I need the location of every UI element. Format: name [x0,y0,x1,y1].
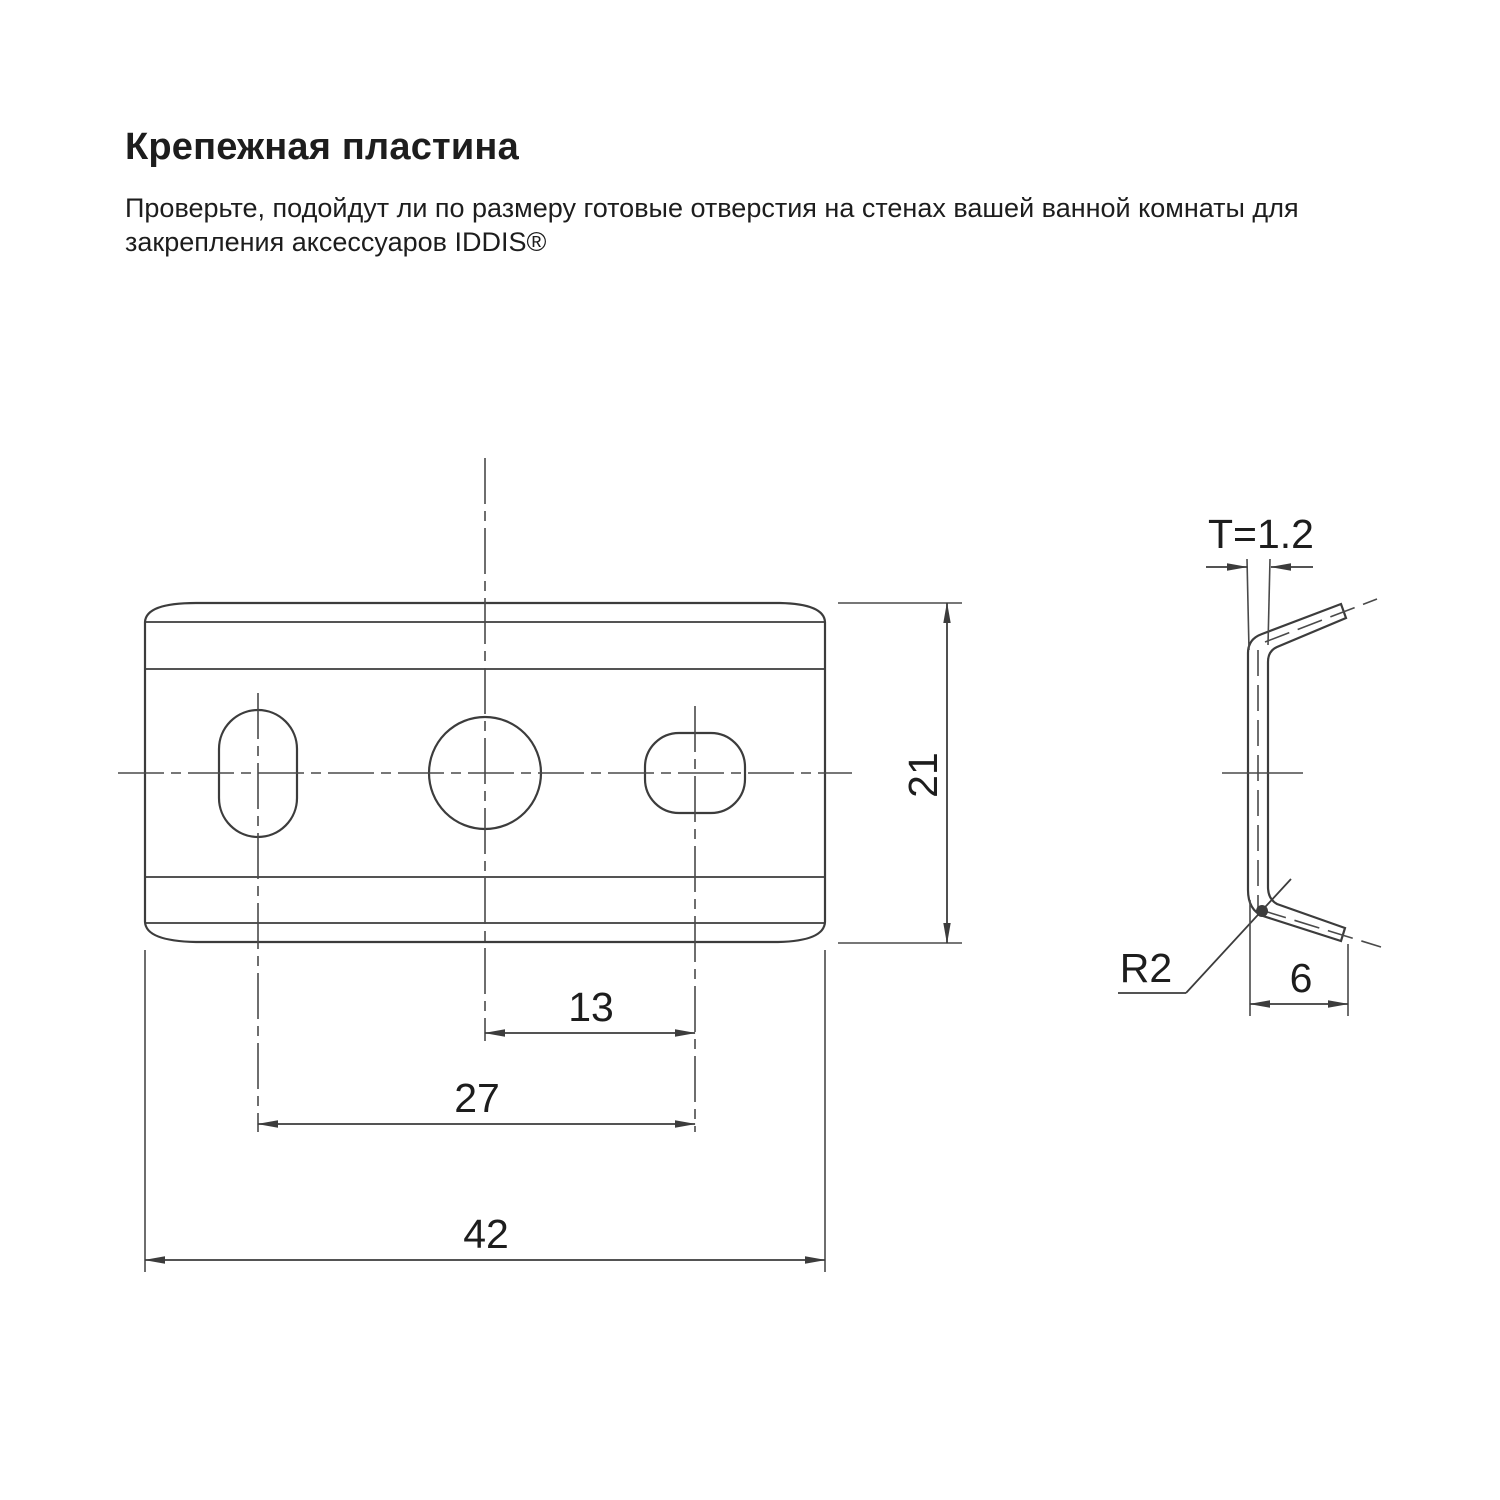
dimension-27-label: 27 [454,1075,500,1121]
leader-dot [1256,905,1268,917]
profile-centerline-bottom-flange [1261,910,1381,947]
dimension-21-label: 21 [900,752,946,798]
thickness-label: T=1.2 [1208,511,1314,557]
profile-centerline-top-flange [1265,599,1377,642]
dimension-27 [258,1075,695,1124]
dimension-42-label: 42 [463,1211,509,1257]
bend-radius-label: R2 [1119,945,1173,991]
page-title: Крепежная пластина [125,126,519,168]
front-view [118,458,962,1272]
side-view [1118,511,1381,1016]
bend-radius-callout [1118,879,1291,993]
dimension-13-label: 13 [568,984,614,1030]
page-description: Проверьте, подойдут ли по размеру готовые отверстия на стенах вашей ванной комнаты для закрепления аксессуаров IDDIS® [125,193,1299,257]
flange-depth-label: 6 [1289,955,1313,1001]
dimension-21 [900,603,947,943]
dimension-13 [485,984,695,1033]
dimension-42 [145,1211,825,1260]
